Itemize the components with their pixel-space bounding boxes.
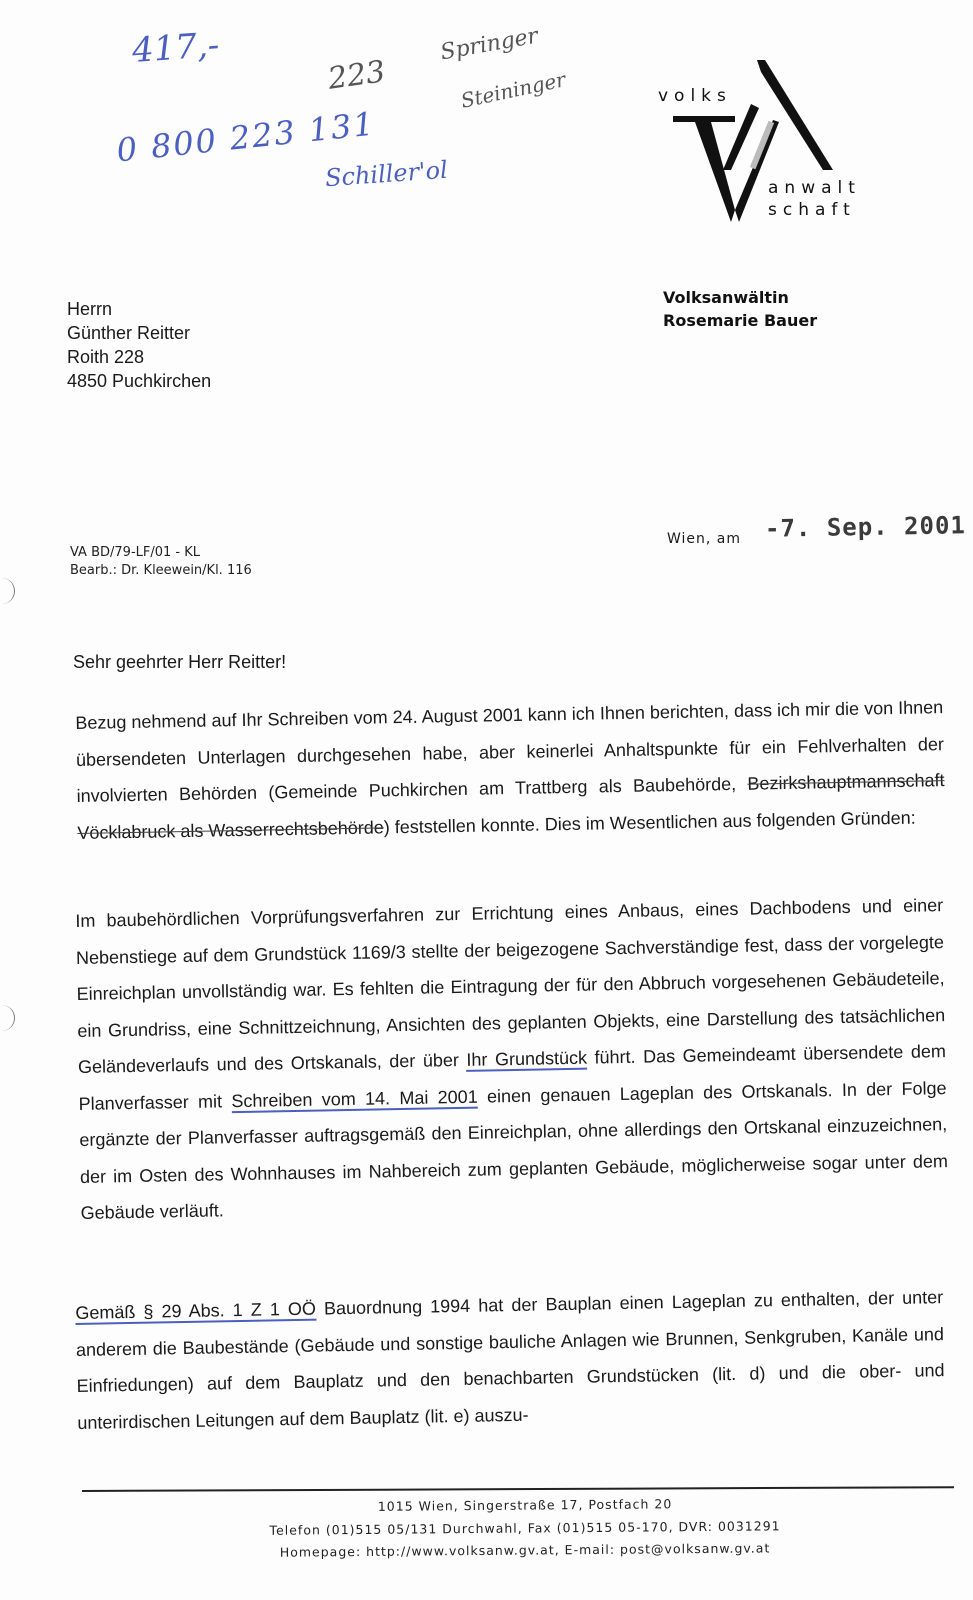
- punch-mark-top: [0, 578, 15, 604]
- date-stamp: -7. Sep. 2001: [764, 511, 967, 543]
- salutation: Sehr geehrter Herr Reitter!: [73, 652, 287, 672]
- sender-title: Volksanwältin: [663, 288, 789, 307]
- footer-contact: Telefon (01)515 05/131 Durchwahl, Fax (01)515 05-170, DVR: 0031291: [269, 1518, 781, 1538]
- handwritten-note-top: 417,-: [130, 25, 221, 71]
- paragraph-2-text-b: führt. Das Gemeindeamt übersendete dem Planverfasser mit: [78, 1041, 947, 1114]
- paragraph-3: [75, 1279, 946, 1441]
- recipient-address: [67, 297, 211, 393]
- paragraph-1-text-b: ) feststellen konnte. Dies im Wesentlichen aus folgenden Gründen:: [383, 807, 916, 837]
- sender-name: Rosemarie Bauer: [663, 311, 818, 330]
- footer-divider: [82, 1486, 954, 1492]
- underlined-paragraph-ref: Gemäß § 29 Abs. 1 Z 1 OÖ: [75, 1298, 317, 1323]
- handwritten-note-sub: Schiller'ol: [324, 155, 449, 193]
- underlined-grundstueck: Ihr Grundstück: [466, 1047, 588, 1070]
- reference-handler: Bearb.: Dr. Kleewein/Kl. 116: [70, 563, 252, 578]
- paragraph-2: [75, 887, 949, 1231]
- paragraph-1: [75, 689, 946, 851]
- recipient-line-3: Roith 228: [67, 347, 145, 367]
- footer-web: Homepage: http://www.volksanw.gv.at, E-mail: post@volksanw.gv.at: [279, 1540, 771, 1560]
- handwritten-note-right-2: Steininger: [458, 67, 568, 113]
- reference-block: [70, 544, 252, 580]
- handwritten-note-number: 223: [325, 54, 388, 97]
- footer-address: 1015 Wien, Singerstraße 17, Postfach 20: [377, 1496, 673, 1514]
- handwritten-note-phone: 0 800 223 131: [114, 104, 378, 170]
- volksanwaltschaft-logo: [655, 60, 870, 230]
- underlined-schreiben: Schreiben vom 14. Mai 2001: [231, 1086, 478, 1111]
- paragraph-3-text-a: Bauordnung 1994 hat der Bauplan einen Lageplan zu enthalten, der unter anderem die Baubestände (Gebäude und sonstige bauliche Anlagen wie Brunnen, Senkgruben, Kanäle und Einfriedungen) auf dem Bauplatz und den benachbarten Grundstücken (lit. d) und die ober- und unterirdischen Leitungen auf dem Bauplatz (lit. e) auszu-: [75, 1287, 945, 1433]
- recipient-line-2: Günther Reitter: [67, 323, 191, 343]
- punch-mark-bottom: [0, 1005, 15, 1031]
- date-label: Wien, am: [667, 531, 742, 547]
- logo-word-anwalt: anwalt: [768, 178, 861, 198]
- reference-number: VA BD/79-LF/01 - KL: [70, 545, 200, 560]
- paragraph-1-text-a: Bezug nehmend auf Ihr Schreiben vom 24. August 2001 kann ich Ihnen berichten, dass ich mir die von Ihnen übersendeten Unterlagen durchgesehen habe, aber keinerlei Anhaltspunkte für ein Fehlverhalten der involvierten Behörden (Gemeinde Puchkirchen am Trattberg als Baubehörde,: [75, 697, 945, 806]
- struck-text: Bezirkshauptmannschaft Vöcklabruck als Wasserrechtsbehörde: [77, 770, 945, 843]
- paragraph-2-text-c: einen genauen Lageplan des Ortskanals. In der Folge ergänzte der Planverfasser auftragsgemäß den Einreichplan, ohne allerdings den Ortskanal einzuzeichnen, der im Osten des Wohnhauses im Nahbereich zum geplanten Gebäude, möglicherweise sogar unter dem Gebäude verläuft.: [79, 1077, 949, 1223]
- handwritten-note-right-1: Springer: [438, 23, 540, 66]
- sender-block: [663, 286, 817, 332]
- recipient-line-4: 4850 Puchkirchen: [67, 371, 212, 391]
- logo-word-schaft: schaft: [768, 200, 856, 220]
- recipient-line-1: Herrn: [67, 299, 113, 319]
- paragraph-2-text-a: Im baubehördlichen Vorprüfungsverfahren zur Errichtung eines Anbaus, eines Dachbodens und einer Nebenstiege auf dem Grundstück 1169/3 stellte der beigezogene Sachverständige fest, dass der vorgelegte Einreichplan unvollständig war. Es fehlten die Eintragung der für den Abbruch vorgesehenen Gebäudeteile, ein Grundriss, eine Schnittzeichnung, Ansichten des geplanten Objekts, eine Darstellung des tatsächlichen Geländeverlaufs und des Ortskanals, der über: [75, 895, 946, 1077]
- logo-word-volks: volks: [658, 86, 732, 106]
